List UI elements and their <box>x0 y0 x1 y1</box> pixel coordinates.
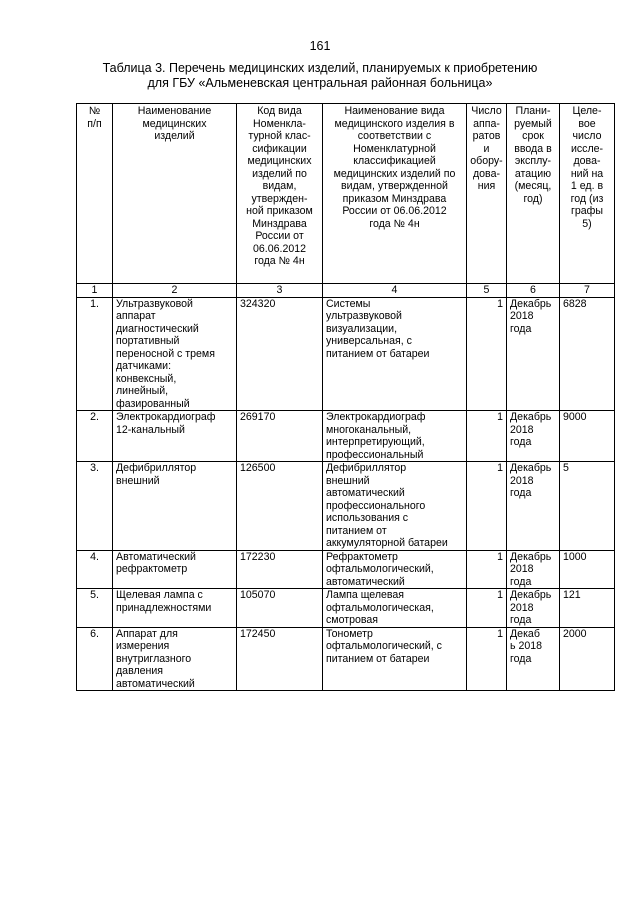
column-number: 5 <box>467 284 507 298</box>
column-number: 1 <box>77 284 113 298</box>
cell-target: 5 <box>560 462 615 551</box>
cell-code: 126500 <box>237 462 323 551</box>
cell-count: 1 <box>467 589 507 628</box>
cell-name: Электрокардиограф 12-канальный <box>113 411 237 462</box>
caption-line-1: Таблица 3. Перечень медицинских изделий, планируемых к приобретению <box>102 61 538 75</box>
cell-target: 2000 <box>560 627 615 691</box>
cell-date: Декабрь 2018 года <box>507 462 560 551</box>
table-row <box>77 550 615 589</box>
column-number: 4 <box>323 284 467 298</box>
cell-count: 1 <box>467 550 507 589</box>
cell-kind: Лампа щелевая офтальмологическая, смотровая <box>323 589 467 628</box>
cell-kind: Системы ультразвуковой визуализации, универсальная, с питанием от батареи <box>323 297 467 411</box>
column-number-row <box>77 284 615 298</box>
header-cell-date: Плани- руемый срок ввода в эксплу- атацию (месяц, год) <box>507 104 560 284</box>
cell-number: 6. <box>77 627 113 691</box>
cell-target: 1000 <box>560 550 615 589</box>
table-caption <box>70 61 570 91</box>
cell-target: 6828 <box>560 297 615 411</box>
cell-code: 172230 <box>237 550 323 589</box>
equipment-table <box>76 103 615 691</box>
cell-kind: Тонометр офтальмологический, с питанием от батареи <box>323 627 467 691</box>
cell-name: Аппарат для измерения внутриглазного давления автоматический <box>113 627 237 691</box>
cell-date: Декабрь 2018 года <box>507 589 560 628</box>
table-header-row <box>77 104 615 284</box>
page-number: 161 <box>309 39 331 53</box>
header-cell-target: Целе- вое число иссле- дова- ний на 1 ед. в год (из графы 5) <box>560 104 615 284</box>
cell-code: 105070 <box>237 589 323 628</box>
cell-number: 3. <box>77 462 113 551</box>
cell-name: Автоматический рефрактометр <box>113 550 237 589</box>
table-row <box>77 462 615 551</box>
cell-number: 2. <box>77 411 113 462</box>
table-row <box>77 627 615 691</box>
cell-number: 5. <box>77 589 113 628</box>
cell-code: 324320 <box>237 297 323 411</box>
cell-kind: Рефрактометр офтальмологический, автоматический <box>323 550 467 589</box>
cell-date: Декабрь 2018 года <box>507 297 560 411</box>
table-row <box>77 297 615 411</box>
cell-number: 4. <box>77 550 113 589</box>
cell-date: Декабрь 2018 года <box>507 411 560 462</box>
header-cell-code: Код вида Номенкла- турной клас- сификации медицинских изделий по видам, утвержден- ной приказом Минздрава России от 06.06.2012 года № 4н <box>237 104 323 284</box>
cell-name: Дефибриллятор внешний <box>113 462 237 551</box>
cell-code: 269170 <box>237 411 323 462</box>
cell-name: Щелевая лампа с принадлежностями <box>113 589 237 628</box>
cell-kind: Электрокардиограф многоканальный, интерпретирующий, профессиональный <box>323 411 467 462</box>
cell-count: 1 <box>467 627 507 691</box>
cell-kind: Дефибриллятор внешний автоматический профессионального использования с питанием от аккумуляторной батареи <box>323 462 467 551</box>
header-cell-name: Наименование медицинских изделий <box>113 104 237 284</box>
header-cell-kind: Наименование вида медицинского изделия в соответствии с Номенклатурной классификацией медицинских изделий по видам, утвержденной приказом Минздрава России от 06.06.2012 года № 4н <box>323 104 467 284</box>
column-number: 6 <box>507 284 560 298</box>
header-cell-number: № п/п <box>77 104 113 284</box>
cell-number: 1. <box>77 297 113 411</box>
header-cell-count: Число аппа- ратов и обору- дова- ния <box>467 104 507 284</box>
cell-date: Декаб ь 2018 года <box>507 627 560 691</box>
cell-code: 172450 <box>237 627 323 691</box>
column-number: 7 <box>560 284 615 298</box>
column-number: 2 <box>113 284 237 298</box>
column-number: 3 <box>237 284 323 298</box>
table-row <box>77 589 615 628</box>
cell-count: 1 <box>467 411 507 462</box>
cell-target: 9000 <box>560 411 615 462</box>
cell-name: Ультразвуковой аппарат диагностический портативный переносной с тремя датчиками: конвексный, линейный, фазированный <box>113 297 237 411</box>
cell-count: 1 <box>467 297 507 411</box>
cell-target: 121 <box>560 589 615 628</box>
caption-line-2: для ГБУ «Альменевская центральная районная больница» <box>147 76 493 90</box>
table-row <box>77 411 615 462</box>
cell-date: Декабрь 2018 года <box>507 550 560 589</box>
cell-count: 1 <box>467 462 507 551</box>
